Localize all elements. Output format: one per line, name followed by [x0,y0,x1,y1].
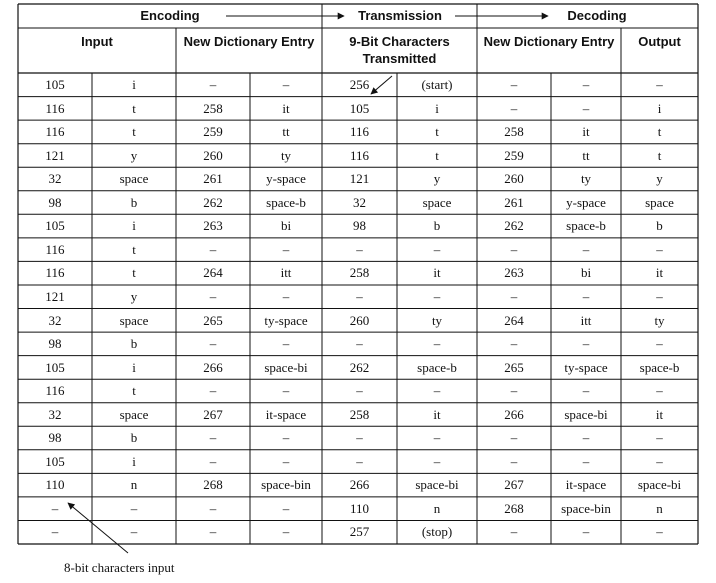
table-cell: – [209,500,217,516]
table-cell: – [356,430,363,446]
table-cell: – [209,430,217,446]
phase-decoding: Decoding [567,8,627,23]
table-cell: 121 [45,288,65,304]
table-cell: space-bin [561,500,611,516]
table-cell: space-bi [264,359,308,375]
table-cell: – [510,288,518,304]
table-cell: 116 [45,100,65,116]
table-cell: – [282,500,290,516]
table-cell: 266 [203,359,223,375]
table-cell: 263 [203,218,223,234]
table-cell: t [132,265,136,281]
phase-encoding: Encoding [140,8,200,23]
table-cell: – [209,524,217,540]
table-cell: i [435,100,439,116]
table-cell: – [510,100,518,116]
table-cell: – [209,336,217,352]
table-cell: – [510,524,518,540]
table-cell: it [582,124,590,140]
table-cell: 259 [504,147,524,163]
table-cell: – [656,383,663,399]
table-cell: 105 [45,218,65,234]
table-cell: n [656,500,663,516]
table-cell: it [433,265,441,281]
table-cell: 121 [349,171,370,187]
table-cell: ty [280,147,292,163]
table-cell: – [656,241,663,257]
table-cell: ty-space [564,359,608,375]
table-cell: 98 [48,336,62,352]
table-cell: – [282,288,290,304]
table-cell: y [656,171,663,187]
table-cell: – [356,383,363,399]
table-cell: t [657,147,662,163]
table-cell: 261 [504,194,524,210]
table-cell: – [510,241,518,257]
table-cell: space [119,171,149,187]
table-cell: 260 [349,312,370,328]
table-cell: space-bi [415,477,459,493]
table-cell: – [582,524,590,540]
table-cell: 116 [45,124,65,140]
table-cell: it [282,100,290,116]
table-cell: 263 [504,265,524,281]
table-cell: – [582,100,590,116]
table-cell: 256 [349,77,370,92]
table-cell: – [510,383,518,399]
table-cell: 32 [353,194,366,210]
table-cell: – [582,453,590,469]
table-cell: – [510,336,518,352]
table-cell: – [582,430,590,446]
table-cell: – [51,524,59,540]
table-cell: – [656,430,663,446]
table-cell: – [656,77,663,92]
table-cell: 265 [504,359,524,375]
table-cell: n [433,500,441,516]
header-output: Output [638,34,681,49]
table-cell: space-b [566,218,606,234]
table-cell: 110 [45,477,65,493]
table-cell: 121 [45,147,65,163]
table-cell: 105 [45,77,65,92]
table-cell: it [655,265,664,281]
table-cell: space [645,194,674,210]
table-cell: – [209,77,217,92]
table-cell: 258 [203,100,223,116]
table-cell: space-b [417,359,457,375]
header-new-dictionary-entry-decoding: New Dictionary Entry [483,34,615,49]
table-cell: i [132,359,136,375]
table-cell: 262 [203,194,223,210]
table-cell: 264 [203,265,223,281]
table-cell: – [282,241,290,257]
table-cell: 116 [45,241,65,257]
table-cell: 116 [349,124,370,140]
table-cell: it-space [565,477,607,493]
table-cell: itt [280,265,292,281]
table-cell: – [433,430,441,446]
table-cell: space-b [639,359,680,375]
table-cell: – [209,453,217,469]
table-cell: i [132,218,136,234]
table-cell: t [132,241,136,257]
table-cell: 262 [504,218,524,234]
table-cell: i [132,453,136,469]
table-cell: – [656,453,663,469]
table-cell: – [582,336,590,352]
table-cell: – [130,524,138,540]
table-cell: 265 [203,312,223,328]
table-cell: b [656,218,663,234]
table-cell: i [132,77,136,92]
table-cell: – [656,288,663,304]
table-cell: it [655,406,664,422]
table-cell: bi [580,265,592,281]
table-cell: 258 [349,265,370,281]
table-cell: – [582,241,590,257]
table-cell: 32 [48,171,62,187]
table-cell: tt [282,124,290,140]
table-cell: – [510,430,518,446]
table-cell: it [433,406,441,422]
table-cell: 105 [349,100,370,116]
table-cell: itt [580,312,592,328]
table-cell: 116 [349,147,370,163]
table-cell: space [119,312,149,328]
table-cell: – [282,430,290,446]
table-cell: 267 [203,406,223,422]
table-cell: bi [280,218,292,234]
table-cell: t [132,383,136,399]
table-cell: – [282,336,290,352]
table-cell: 98 [48,194,62,210]
table-cell: i [657,100,662,116]
table-cell: t [435,147,439,163]
table-cell: 262 [349,359,370,375]
table-cell: – [582,288,590,304]
table-cell: – [356,241,363,257]
table-cell: 116 [45,265,65,281]
table-cell: space [119,406,149,422]
table-cell: – [356,453,363,469]
table-cell: – [209,288,217,304]
table-cell: 105 [45,453,65,469]
table-cell: – [433,453,441,469]
phase-transmission: Transmission [358,8,442,23]
table-cell: t [435,124,439,140]
table-cell: 261 [203,171,223,187]
table-cell: ty [431,312,443,328]
table-cell: – [656,524,663,540]
table-cell: 259 [203,124,223,140]
table-cell: 264 [504,312,524,328]
table-cell: 258 [504,124,524,140]
table-cell: y [130,288,138,304]
table-cell: – [282,383,290,399]
table-cell: ty-space [264,312,308,328]
table-cell: y [130,147,138,163]
table-cell: – [433,336,441,352]
table-cell: – [356,288,363,304]
table-cell: space-bin [261,477,311,493]
table-cell: – [433,241,441,257]
input-annotation: 8-bit characters input [64,560,175,575]
table-cell: (stop) [421,524,453,540]
table-cell: 260 [504,171,524,187]
table-cell: tt [582,147,590,163]
table-cell: 105 [45,359,65,375]
table-cell: 110 [349,500,370,516]
table-cell: t [132,124,136,140]
table-cell: 260 [203,147,223,163]
table-cell: – [209,383,217,399]
table-cell: 98 [353,218,366,234]
table-cell: 32 [48,312,62,328]
table-cell: 268 [504,500,524,516]
table-cell: y [433,171,441,187]
table-cell: space-b [266,194,306,210]
table-cell: ty [580,171,592,187]
table-cell: y-space [266,171,306,187]
table-cell: 257 [349,524,370,540]
table-cell: space-bi [637,477,682,493]
table-cell: space-bi [564,406,608,422]
table-cell: b [130,194,138,210]
table-cell: – [356,336,363,352]
table-cell: – [282,453,290,469]
table-cell: space [422,194,452,210]
table-cell: 116 [45,383,65,399]
table-cell: 32 [48,406,62,422]
table-cell: n [130,477,138,493]
header-new-dictionary-entry-encoding: New Dictionary Entry [183,34,315,49]
table-cell: it-space [265,406,307,422]
table-cell: 266 [504,406,524,422]
table-cell: (start) [421,77,453,92]
table-cell: – [282,524,290,540]
table-cell: – [209,241,217,257]
table-cell: 267 [504,477,524,493]
table-cell: y-space [566,194,606,210]
table-cell: – [433,288,441,304]
table-cell: t [132,100,136,116]
table-cell: t [657,124,662,140]
header-input: Input [81,34,113,49]
table-cell: b [130,430,138,446]
table-cell: – [582,383,590,399]
table-cell: – [130,500,138,516]
table-cell: 268 [203,477,223,493]
table-cell: – [582,77,590,92]
table-cell: – [510,453,518,469]
table-cell: – [51,500,59,516]
table-cell: b [433,218,441,234]
header-9bit-transmitted: 9-Bit Characters Transmitted [349,34,450,66]
table-cell: 98 [48,430,62,446]
table-cell: – [282,77,290,92]
table-cell: 266 [349,477,370,493]
table-cell: – [510,77,518,92]
table-cell: 258 [349,406,370,422]
table-cell: – [656,336,663,352]
table-cell: b [130,336,138,352]
table-cell: – [433,383,441,399]
table-cell: ty [654,312,665,328]
